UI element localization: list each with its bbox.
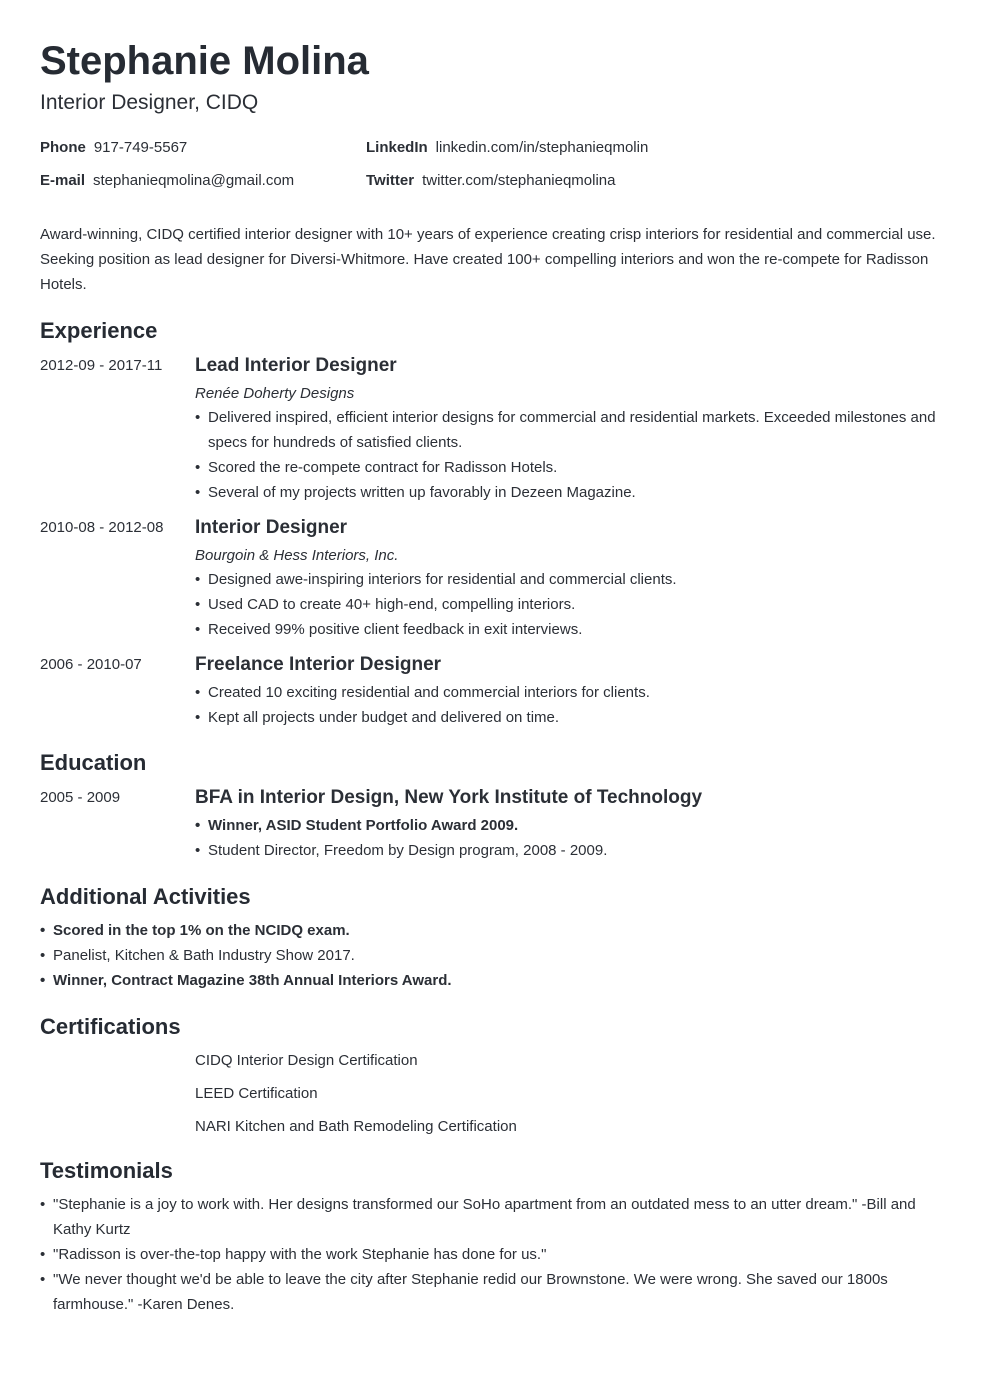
- contact-email: [40, 171, 366, 190]
- list-item: LEED Certification: [195, 1085, 318, 1102]
- section-title-activities: Additional Activities: [40, 884, 251, 909]
- testimonials-bullets: [40, 1192, 950, 1317]
- email-label: E-mail: [40, 172, 86, 189]
- education-bullets: [195, 813, 950, 863]
- job-entry: [40, 355, 950, 505]
- job-bullets: [195, 567, 950, 642]
- list-item: • "We never thought we'd be able to leave the city after Stephanie redid our Brownstone. We were wrong. She saved our 1800s farmhouse." -Karen Denes.: [40, 1267, 950, 1317]
- list-item: • Several of my projects written up favorably in Dezeen Magazine.: [195, 480, 950, 505]
- contact-phone: [40, 138, 366, 157]
- job-dates: 2010-08 - 2012-08: [40, 519, 164, 536]
- linkedin-link[interactable]: linkedin.com/in/stephanieqmolin: [435, 139, 649, 156]
- list-item: • "Stephanie is a joy to work with. Her designs transformed our SoHo apartment from an outdated mess to an utter dream." -Bill and Kathy Kurtz: [40, 1192, 950, 1242]
- twitter-label: Twitter: [366, 172, 415, 189]
- job-company: Renée Doherty Designs: [195, 385, 355, 402]
- job-dates: 2012-09 - 2017-11: [40, 357, 163, 374]
- twitter-link[interactable]: twitter.com/stephanieqmolina: [422, 172, 616, 189]
- linkedin-label: LinkedIn: [366, 139, 428, 156]
- job-bullets: [195, 405, 950, 505]
- list-item: • Used CAD to create 40+ high-end, compelling interiors.: [195, 592, 950, 617]
- job-role: Interior Designer: [195, 517, 348, 538]
- contact-twitter: [366, 171, 950, 190]
- candidate-title: Interior Designer, CIDQ: [40, 91, 259, 114]
- education-dates: 2005 - 2009: [40, 789, 121, 806]
- summary: Award-winning, CIDQ certified interior designer with 10+ years of experience creating crisp interiors for residential and commercial use. Seeking position as lead designer for Diversi-Whitmore. Have created 100+ compelling interiors and won the re-compete for Radisson Hotels.: [40, 226, 936, 293]
- list-item: • "Radisson is over-the-top happy with the work Stephanie has done for us.": [40, 1242, 950, 1267]
- list-item: CIDQ Interior Design Certification: [195, 1052, 418, 1069]
- list-item: • Scored the re-compete contract for Radisson Hotels.: [195, 455, 950, 480]
- list-item: • Winner, Contract Magazine 38th Annual Interiors Award.: [40, 968, 950, 993]
- job-role: Lead Interior Designer: [195, 355, 397, 376]
- job-role: Freelance Interior Designer: [195, 654, 442, 675]
- certifications-list: [195, 1051, 950, 1137]
- list-item: • Student Director, Freedom by Design program, 2008 - 2009.: [195, 838, 950, 863]
- section-title-education: Education: [40, 750, 147, 775]
- list-item: • Designed awe-inspiring interiors for residential and commercial clients.: [195, 567, 950, 592]
- section-title-certifications: Certifications: [40, 1014, 181, 1039]
- list-item: • Scored in the top 1% on the NCIDQ exam.: [40, 918, 950, 943]
- job-entry: [40, 517, 950, 642]
- list-item: • Winner, ASID Student Portfolio Award 2009.: [195, 813, 950, 838]
- list-item: NARI Kitchen and Bath Remodeling Certification: [195, 1118, 517, 1135]
- job-dates: 2006 - 2010-07: [40, 656, 142, 673]
- contact-linkedin: [366, 138, 950, 157]
- phone-value: 917-749-5567: [93, 139, 188, 156]
- list-item: • Created 10 exciting residential and commercial interiors for clients.: [195, 680, 950, 705]
- job-entry: [40, 654, 950, 730]
- education-entry: [40, 787, 950, 863]
- list-item: • Received 99% positive client feedback in exit interviews.: [195, 617, 950, 642]
- section-title-testimonials: Testimonials: [40, 1158, 173, 1183]
- candidate-name: Stephanie Molina: [40, 39, 369, 83]
- email-link[interactable]: stephanieqmolina@gmail.com: [93, 172, 295, 189]
- list-item: • Panelist, Kitchen & Bath Industry Show 2017.: [40, 943, 950, 968]
- job-company: Bourgoin & Hess Interiors, Inc.: [195, 547, 399, 564]
- contact-info: [40, 138, 950, 190]
- list-item: • Kept all projects under budget and delivered on time.: [195, 705, 950, 730]
- list-item: • Delivered inspired, efficient interior designs for commercial and residential markets. Exceeded milestones and specs for hundreds of satisfied clients.: [195, 405, 950, 455]
- job-bullets: [195, 680, 950, 730]
- phone-label: Phone: [40, 139, 86, 156]
- section-title-experience: Experience: [40, 318, 158, 343]
- activities-bullets: [40, 918, 950, 993]
- education-degree: BFA in Interior Design, New York Institute of Technology: [195, 787, 703, 808]
